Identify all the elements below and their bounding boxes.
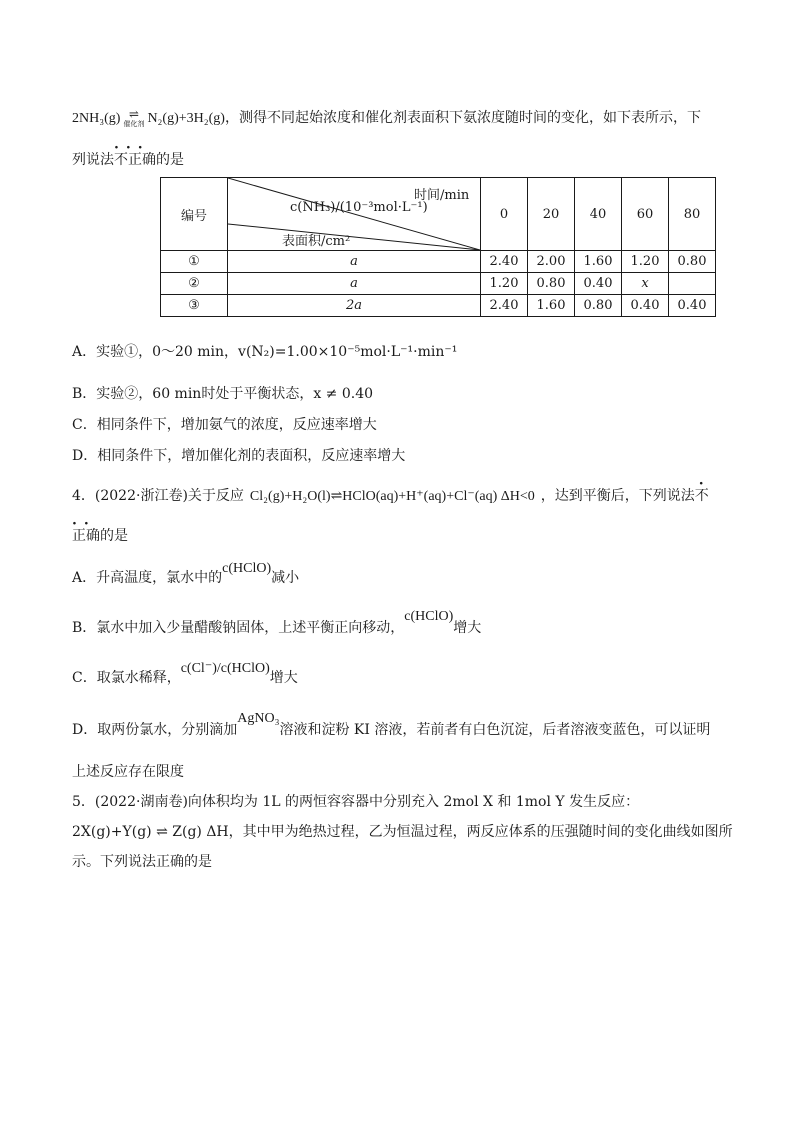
diag-area-label: 表面积/cm²	[282, 234, 351, 249]
q4-d-text: D．取两份氯水，分别滴加	[72, 722, 238, 738]
row-value: 2.40	[481, 295, 528, 317]
q5-line-1: 5．(2022·湖南卷)向体积均为 1L 的两恒容容器中分别充入 2mol X 和 1mol Y 发生反应：	[72, 794, 640, 810]
q4-reaction: Cl₂(g)+H₂O(l)⇌HClO(aq)+H⁺(aq)+Cl⁻(aq) ΔH<0	[249, 489, 535, 504]
row-value: 1.20	[622, 251, 669, 273]
time-header: 60	[622, 178, 669, 251]
q4-a-tail: 减小	[271, 570, 300, 586]
reaction-arrow-group	[123, 108, 144, 128]
row-value: 0.80	[669, 251, 716, 273]
row-id: ②	[161, 273, 228, 295]
emphasis-dot: ·	[698, 476, 704, 492]
row-value: 0.80	[528, 273, 575, 295]
emphasis-dots: ··	[72, 516, 96, 532]
header-diagonal-cell	[228, 178, 481, 251]
q4-c-tail: 增大	[269, 670, 298, 686]
diagonal-header	[228, 178, 480, 250]
table-header-row	[161, 178, 716, 251]
reaction-left: 2NH₃(g)	[72, 111, 121, 126]
q4-b-tail: 增大	[453, 620, 482, 636]
time-header: 80	[669, 178, 716, 251]
q3-option-b: B．实验②，60 min时处于平衡状态，x ≠ 0.40	[72, 386, 374, 402]
reaction-right: N₂(g)+3H₂(g)	[147, 111, 225, 126]
row-value: 1.20	[481, 273, 528, 295]
diag-conc-label: c(NH₃)/(10⁻³mol·L⁻¹)	[290, 200, 428, 215]
intro-text-2c: 的是	[156, 152, 184, 168]
q4-c-text: C．取氯水稀释，	[72, 670, 181, 686]
q4-emphasis-not: · 不	[694, 476, 709, 504]
q4-b-text: B．氯水中加入少量醋酸钠固体，上述平衡正向移动，	[72, 620, 405, 636]
q4-stem-a: 4．(2022·浙江卷)关于反应	[72, 488, 244, 504]
catalyst-label: 催化剂	[123, 120, 145, 128]
emphasis-dots: ···	[114, 140, 150, 156]
time-header: 0	[481, 178, 528, 251]
row-value: 0.40	[622, 295, 669, 317]
intro-text-1: ，测得不同起始浓度和催化剂表面积下氨浓度随时间的变化，如下表所示，下	[224, 110, 701, 126]
q4-a-text: A．升高温度，氯水中的	[72, 570, 223, 586]
q4-b-formula: c(HClO)	[404, 609, 454, 624]
q4-d-tail: 溶液和淀粉 KI 溶液，若前者有白色沉淀，后者溶液变蓝色，可以证明	[279, 722, 711, 738]
intro-text-2b: 不正确	[114, 152, 156, 168]
q4-stem-line-1	[72, 476, 709, 507]
q4-stem-line-2	[72, 516, 128, 546]
q4-stem-d: 的是	[100, 528, 128, 544]
header-id-cell: 编号	[161, 178, 228, 251]
emphasis-not-correct	[114, 140, 156, 168]
q3-option-c: C．相同条件下，增加氨气的浓度，反应速率增大	[72, 417, 377, 433]
q4-option-c	[72, 661, 298, 689]
equilibrium-arrow: ⇌	[128, 107, 139, 121]
row-value: 1.60	[528, 295, 575, 317]
diag-time-label: 时间/min	[414, 188, 470, 203]
row-area: a	[228, 273, 481, 295]
row-value: 0.40	[575, 273, 622, 295]
q4-emphasis-correct: ·· 正确	[72, 516, 100, 544]
row-value: x	[622, 273, 669, 295]
table-row	[161, 295, 716, 317]
data-table	[160, 177, 716, 317]
row-value: 2.00	[528, 251, 575, 273]
time-header: 20	[528, 178, 575, 251]
intro-line-1	[72, 108, 701, 129]
q4-a-formula: c(HClO)	[222, 561, 272, 576]
row-id: ①	[161, 251, 228, 273]
row-area: 2a	[228, 295, 481, 317]
row-value: 0.80	[575, 295, 622, 317]
q4-stem-b: ，达到平衡后，下列说法	[540, 488, 695, 504]
row-area: a	[228, 251, 481, 273]
q4-option-b	[72, 609, 482, 639]
q4-option-a	[72, 561, 300, 589]
q4-d-chem: AgNO₃	[237, 711, 280, 726]
table-row	[161, 251, 716, 273]
row-value	[669, 273, 716, 295]
q3-option-d: D．相同条件下，增加催化剂的表面积，反应速率增大	[72, 448, 406, 464]
intro-text-2a: 列说法	[72, 152, 114, 168]
row-value: 1.60	[575, 251, 622, 273]
q4-option-d	[72, 711, 711, 741]
q5-line-2: 2X(g)+Y(g) ⇌ Z(g) ΔH，其中甲为绝热过程，乙为恒温过程，两反应体系的压强随时间的变化曲线如图所	[72, 824, 733, 840]
row-value: 0.40	[669, 295, 716, 317]
intro-line-2	[72, 140, 184, 170]
row-value: 2.40	[481, 251, 528, 273]
q5-line-3: 示。下列说法正确的是	[72, 854, 212, 870]
q3-option-a: A．实验①，0～20 min，v(N₂)=1.00×10⁻⁵mol·L⁻¹·min⁻¹	[72, 344, 458, 360]
q4-c-formula: c(Cl⁻)/c(HClO)	[180, 661, 270, 676]
row-id: ③	[161, 295, 228, 317]
time-header: 40	[575, 178, 622, 251]
q4-option-d-cont: 上述反应存在限度	[72, 764, 184, 780]
table-row	[161, 273, 716, 295]
